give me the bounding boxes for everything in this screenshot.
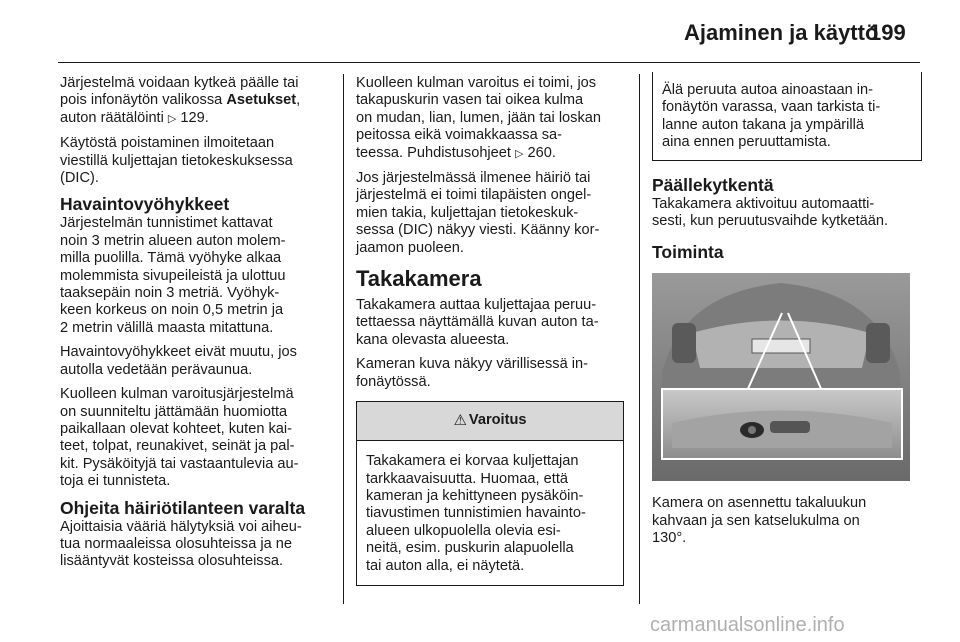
warning-triangle-icon: ⚠ <box>453 412 467 430</box>
section-heading: Päällekytkentä <box>652 174 774 195</box>
paragraph: Takakamera auttaa kuljettajaa peruu- tettaessa näyttämällä kuvan auton ta- kana olevasta alueesta. <box>356 297 599 348</box>
warning-header <box>357 402 623 441</box>
warning-box-continued: Älä peruuta autoa ainoastaan in- fonäytön varassa, vaan tarkista ti- lanne auton takana ja ympärillä aina ennen peruuttamista. <box>652 72 922 161</box>
page-number: 199 <box>869 20 906 45</box>
column-1 <box>60 75 336 578</box>
warning-box <box>356 401 624 586</box>
paragraph: Järjestelmän tunnistimet kattavat noin 3 metrin alueen auton molem- milla puolilla. Tämä vyöhyke alkaa molemmista sivupeileistä ja ulottuu taaksepäin noin 3 metriä. Vyöhyk- keen korkeus on noin 0,5 metrin ja 2 metrin välillä maasta mitattuna. <box>60 215 286 336</box>
paragraph: Kameran kuva näkyy värillisessä in- fonäytössä. <box>356 356 588 390</box>
section-heading: Takakamera <box>356 266 482 292</box>
page-reference[interactable]: ▷ 129. <box>168 110 209 126</box>
warning-title: Varoitus <box>468 412 527 429</box>
paragraph: Kamera on asennettu takaluukun kahvaan ja sen katselukulma on 130°. <box>652 495 867 547</box>
paragraph: Jos järjestelmässä ilmenee häiriö tai järjestelmä ei toimi tilapäisten ongel- mien takia, kuljettajan tietokeskuk- sessa (DIC) näkyy viesti. Käänny kor- jaamon puoleen. <box>356 170 600 256</box>
column-3 <box>652 72 922 555</box>
watermark: carmanualsonline.info <box>650 614 845 636</box>
page-reference[interactable]: ▷ 260. <box>515 145 556 161</box>
paragraph: Havaintovyöhykkeet eivät muutu, jos autolla vedetään perävaunua. <box>60 344 297 378</box>
column-divider-1 <box>343 74 344 604</box>
section-heading: Toiminta <box>652 242 724 263</box>
rear-camera-photo <box>652 273 910 481</box>
paragraph: Kuolleen kulman varoitusjärjestelmä on suunniteltu jättämään huomiotta paikallaan olevat kohteet, kuten kai- teet, tolpat, reunakivet, seinät ja pal- kit. Pysäköityjä tai vastaantulevia au- toja ei tunnisteta. <box>60 386 299 490</box>
section-heading: Havaintovyöhykkeet <box>60 194 230 215</box>
page-header-title: Ajaminen ja käyttö <box>684 20 879 45</box>
warning-text: Takakamera ei korvaa kuljettajan tarkkaavaisuutta. Huomaa, että kameran ja kehittyneen pysäköin- tiavustimen tunnistimien havainto- alueen ulkopuolella olevia esi- neitä, esim. puskurin alapuolella tai auton alla, ei näytetä. <box>366 453 586 574</box>
column-2 <box>356 75 624 586</box>
paragraph: Kuolleen kulman varoitus ei toimi, jos takapuskurin vasen tai oikea kulma on mudan, lian, lumen, jään tai loskan peitossa eikä voimakkaassa sa- teessa. Puhdistusohjeet ▷ 260. <box>356 75 624 163</box>
paragraph: Käytöstä poistaminen ilmoitetaan viestillä kuljettajan tietokeskuksessa (DIC). <box>60 135 293 187</box>
header-rule <box>58 62 920 63</box>
paragraph: Järjestelmä voidaan kytkeä päälle tai pois infonäytön valikossa Asetukset, auton räätälöinti ▷ 129. <box>60 75 336 128</box>
section-heading: Ohjeita häiriötilanteen varalta <box>60 497 306 518</box>
paragraph: Ajoittaisia vääriä hälytyksiä voi aiheu- tua normaaleissa olosuhteissa ja ne lisääntyvät kosteissa olosuhteissa. <box>60 518 302 570</box>
column-divider-2 <box>639 74 640 604</box>
paragraph: Takakamera aktivoituu automaatti- sesti, kun peruutusvaihde kytketään. <box>652 195 889 230</box>
